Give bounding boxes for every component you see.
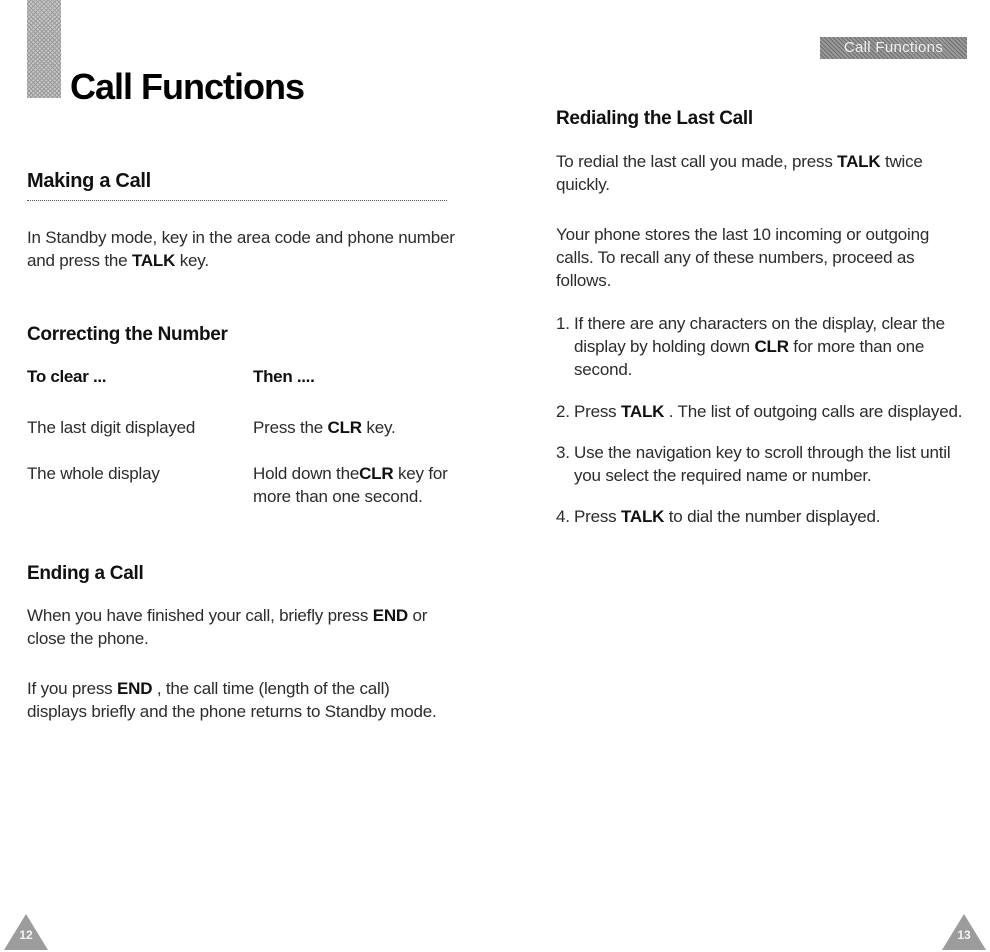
step-text <box>574 441 976 487</box>
text: Use the navigation key to scroll through the list until you select the required name or number. <box>574 443 951 485</box>
text: or close the phone. <box>27 606 428 648</box>
column-header-to-clear: To clear ... <box>27 367 107 386</box>
text: twice quickly. <box>556 152 923 194</box>
text: . The list of outgoing calls are displayed. <box>664 402 963 421</box>
list-item <box>556 312 976 381</box>
step-number: 4. <box>556 507 570 526</box>
text: for more than one second. <box>574 337 925 379</box>
text: Hold down the <box>253 464 360 483</box>
page-number: 12 <box>19 928 33 942</box>
key-label: CLR <box>754 337 789 356</box>
chapter-marker-bar <box>27 0 61 98</box>
redial-paragraph-2: Your phone stores the last 10 incoming or outgoing calls. To recall any of these numbers, proceed as follows. <box>556 225 930 290</box>
text: Press <box>574 507 621 526</box>
page-title: Call Functions <box>70 66 305 107</box>
page-number: 13 <box>957 928 971 942</box>
page-number-left <box>4 914 48 952</box>
section-tab: Call Functions <box>820 37 967 59</box>
row-then-text <box>253 462 453 508</box>
text: to dial the number displayed. <box>664 507 881 526</box>
list-item <box>556 400 976 423</box>
column-header-then: Then .... <box>253 367 315 386</box>
text: key for more than one second. <box>253 464 448 506</box>
key-label: END <box>117 679 153 698</box>
step-number: 1. <box>556 314 570 333</box>
heading-redialing-the-last-call: Redialing the Last Call <box>556 108 753 129</box>
key-label: END <box>372 606 408 625</box>
ending-paragraph-2 <box>27 677 447 723</box>
key-label: CLR <box>359 464 394 483</box>
step-text <box>574 400 976 423</box>
key-label: TALK <box>131 251 176 270</box>
step-text <box>574 312 976 381</box>
making-call-paragraph <box>27 226 457 272</box>
heading-making-a-call: Making a Call <box>27 170 151 192</box>
text: To redial the last call you made, press <box>556 152 838 171</box>
text: Press the <box>253 418 328 437</box>
text: When you have finished your call, briefly press <box>27 606 373 625</box>
list-item <box>556 505 976 528</box>
text: If there are any characters on the display, clear the display by holding down <box>574 314 945 356</box>
key-label: CLR <box>327 418 362 437</box>
heading-correcting-the-number: Correcting the Number <box>27 324 228 345</box>
step-number: 2. <box>556 402 570 421</box>
redial-paragraph-1 <box>556 150 956 196</box>
text: If you press <box>27 679 117 698</box>
row-clear-text: The last digit displayed <box>27 418 196 437</box>
text: key. <box>361 418 396 437</box>
key-label: TALK <box>620 402 665 421</box>
heading-divider <box>27 200 447 201</box>
page-number-right <box>942 914 986 952</box>
list-item <box>556 441 976 487</box>
heading-ending-a-call: Ending a Call <box>27 563 144 584</box>
text: key. <box>175 251 209 270</box>
row-then-text <box>253 416 453 439</box>
step-number: 3. <box>556 443 570 462</box>
row-clear-text: The whole display <box>27 464 160 483</box>
text: , the call time (length of the call) displays briefly and the phone returns to Standby mode. <box>27 679 437 721</box>
ending-paragraph-1 <box>27 604 447 650</box>
step-text <box>574 505 976 528</box>
key-label: TALK <box>837 152 881 171</box>
text: In Standby mode, key in the area code and phone number and press the <box>27 228 455 270</box>
text: Press <box>574 402 621 421</box>
key-label: TALK <box>620 507 665 526</box>
